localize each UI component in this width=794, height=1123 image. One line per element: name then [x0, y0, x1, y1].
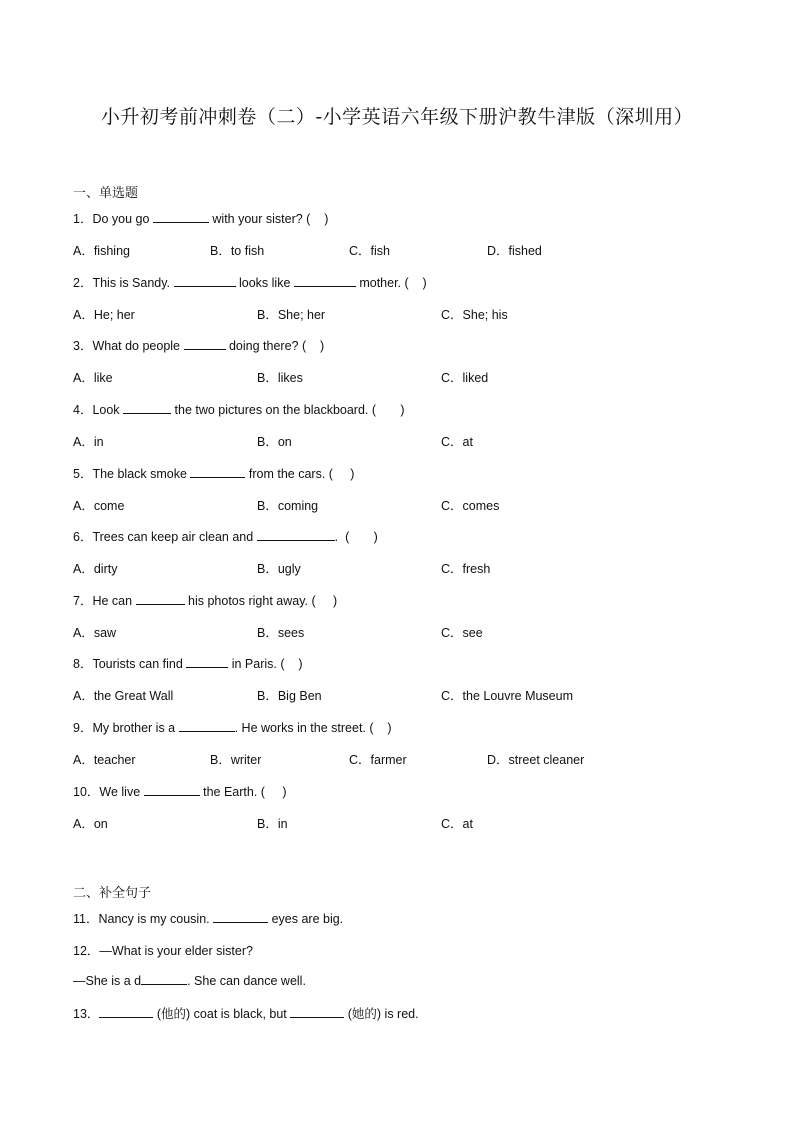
- question-text: What do people: [92, 339, 184, 353]
- question-text: This is Sandy.: [92, 276, 174, 290]
- question-number: 8．: [73, 657, 93, 671]
- question-text: The black smoke: [92, 467, 191, 481]
- question-number: 10．: [73, 785, 100, 799]
- question-10-options: [73, 814, 753, 832]
- option-c[interactable]: C．farmer: [349, 753, 407, 767]
- option-b[interactable]: B．likes: [257, 371, 303, 385]
- question-7-options: [73, 623, 753, 641]
- question-text: in Paris. ( ): [228, 657, 303, 671]
- option-c[interactable]: C．at: [441, 435, 473, 449]
- question-text: Trees can keep air clean and: [92, 530, 257, 544]
- question-2: [73, 273, 427, 291]
- question-number: 7．: [73, 594, 93, 608]
- question-text: (她的) is red.: [344, 1007, 419, 1021]
- question-text: looks like: [235, 276, 294, 290]
- question-3-options: [73, 368, 753, 386]
- option-b[interactable]: B．writer: [210, 753, 262, 767]
- question-text: from the cars. ( ): [245, 467, 355, 481]
- question-text: —What is your elder sister?: [99, 944, 253, 958]
- question-number: 1．: [73, 212, 93, 226]
- question-6: [73, 527, 378, 545]
- question-text: Tourists can find: [92, 657, 187, 671]
- option-a[interactable]: A．teacher: [73, 753, 136, 767]
- question-text: We live: [99, 785, 144, 799]
- option-a[interactable]: A．like: [73, 371, 113, 385]
- question-text: He can: [92, 594, 136, 608]
- question-text: (他的) coat is black, but: [153, 1007, 291, 1021]
- question-text: . He works in the street. ( ): [234, 721, 392, 735]
- option-b[interactable]: B．She; her: [257, 308, 326, 322]
- option-b[interactable]: B．in: [257, 817, 288, 831]
- option-c[interactable]: C．comes: [441, 499, 500, 513]
- question-number: 2．: [73, 276, 93, 290]
- question-text: his photos right away. ( ): [184, 594, 338, 608]
- question-text: —She is a d: [73, 974, 142, 988]
- option-a[interactable]: A．on: [73, 817, 108, 831]
- question-text: Do you go: [92, 212, 153, 226]
- question-7: [73, 591, 337, 609]
- question-8-options: [73, 686, 753, 704]
- question-text: Look: [92, 403, 124, 417]
- question-number: 3．: [73, 339, 93, 353]
- option-c[interactable]: C．at: [441, 817, 473, 831]
- option-c[interactable]: C．the Louvre Museum: [441, 689, 574, 703]
- question-number: 4．: [73, 403, 93, 417]
- question-text: mother. ( ): [355, 276, 427, 290]
- answer-blank[interactable]: [186, 655, 228, 668]
- option-a[interactable]: A．come: [73, 499, 125, 513]
- question-9: [73, 718, 392, 736]
- question-3: [73, 336, 324, 354]
- answer-blank[interactable]: [184, 337, 226, 350]
- answer-blank[interactable]: [99, 1005, 153, 1018]
- answer-blank[interactable]: [123, 401, 171, 414]
- question-11: [73, 909, 343, 927]
- option-d[interactable]: D．street cleaner: [487, 753, 585, 767]
- option-a[interactable]: A．fishing: [73, 244, 130, 258]
- question-1-options: [73, 241, 753, 259]
- option-b[interactable]: B．on: [257, 435, 292, 449]
- option-b[interactable]: B．Big Ben: [257, 689, 322, 703]
- answer-blank[interactable]: [179, 719, 235, 732]
- answer-blank[interactable]: [153, 210, 209, 223]
- page-title: 小升初考前冲刺卷（二）-小学英语六年级下册沪教牛津版（深圳用）: [100, 106, 694, 128]
- option-c[interactable]: C．fish: [349, 244, 390, 258]
- answer-blank[interactable]: [141, 972, 187, 985]
- question-text: eyes are big.: [268, 912, 344, 926]
- question-6-options: [73, 559, 753, 577]
- section-heading-multiple-choice: 一、单选题: [73, 186, 139, 201]
- option-c[interactable]: C．see: [441, 626, 483, 640]
- option-b[interactable]: B．to fish: [210, 244, 265, 258]
- question-2-options: [73, 305, 753, 323]
- question-number: 5．: [73, 467, 93, 481]
- option-c[interactable]: C．She; his: [441, 308, 508, 322]
- question-text: . She can dance well.: [187, 974, 306, 988]
- question-4: [73, 400, 405, 418]
- question-number: 11．: [73, 912, 99, 926]
- option-b[interactable]: B．sees: [257, 626, 305, 640]
- question-text: doing there? ( ): [225, 339, 325, 353]
- question-number: 12．: [73, 944, 100, 958]
- question-text: Nancy is my cousin.: [98, 912, 214, 926]
- question-13: [73, 1004, 419, 1022]
- option-b[interactable]: B．coming: [257, 499, 319, 513]
- option-a[interactable]: A．in: [73, 435, 104, 449]
- option-c[interactable]: C．liked: [441, 371, 489, 385]
- option-c[interactable]: C．fresh: [441, 562, 491, 576]
- question-number: 13．: [73, 1007, 100, 1021]
- question-10: [73, 782, 286, 800]
- question-text: . ( ): [334, 530, 378, 544]
- question-text: the two pictures on the blackboard. ( ): [171, 403, 405, 417]
- answer-blank[interactable]: [257, 528, 335, 541]
- option-b[interactable]: B．ugly: [257, 562, 301, 576]
- option-a[interactable]: A．the Great Wall: [73, 689, 174, 703]
- option-d[interactable]: D．fished: [487, 244, 542, 258]
- question-9-options: [73, 750, 753, 768]
- question-5: [73, 464, 354, 482]
- question-5-options: [73, 496, 753, 514]
- answer-blank[interactable]: [136, 592, 185, 605]
- question-text: My brother is a: [92, 721, 179, 735]
- question-text: with your sister? ( ): [208, 212, 329, 226]
- answer-blank[interactable]: [290, 1005, 344, 1018]
- question-1: [73, 209, 328, 227]
- answer-blank[interactable]: [174, 274, 236, 287]
- question-number: 9．: [73, 721, 93, 735]
- answer-blank[interactable]: [294, 274, 356, 287]
- option-a[interactable]: A．He; her: [73, 308, 135, 322]
- question-8: [73, 654, 303, 672]
- question-number: 6．: [73, 530, 93, 544]
- answer-blank[interactable]: [213, 910, 268, 923]
- question-text: the Earth. ( ): [199, 785, 287, 799]
- answer-blank[interactable]: [190, 465, 245, 478]
- option-a[interactable]: A．saw: [73, 626, 117, 640]
- question-12: [73, 941, 253, 959]
- question-4-options: [73, 432, 753, 450]
- question-12-answer-line: [73, 972, 306, 988]
- option-a[interactable]: A．dirty: [73, 562, 118, 576]
- answer-blank[interactable]: [144, 783, 200, 796]
- section-heading-complete-sentences: 二、补全句子: [73, 886, 152, 901]
